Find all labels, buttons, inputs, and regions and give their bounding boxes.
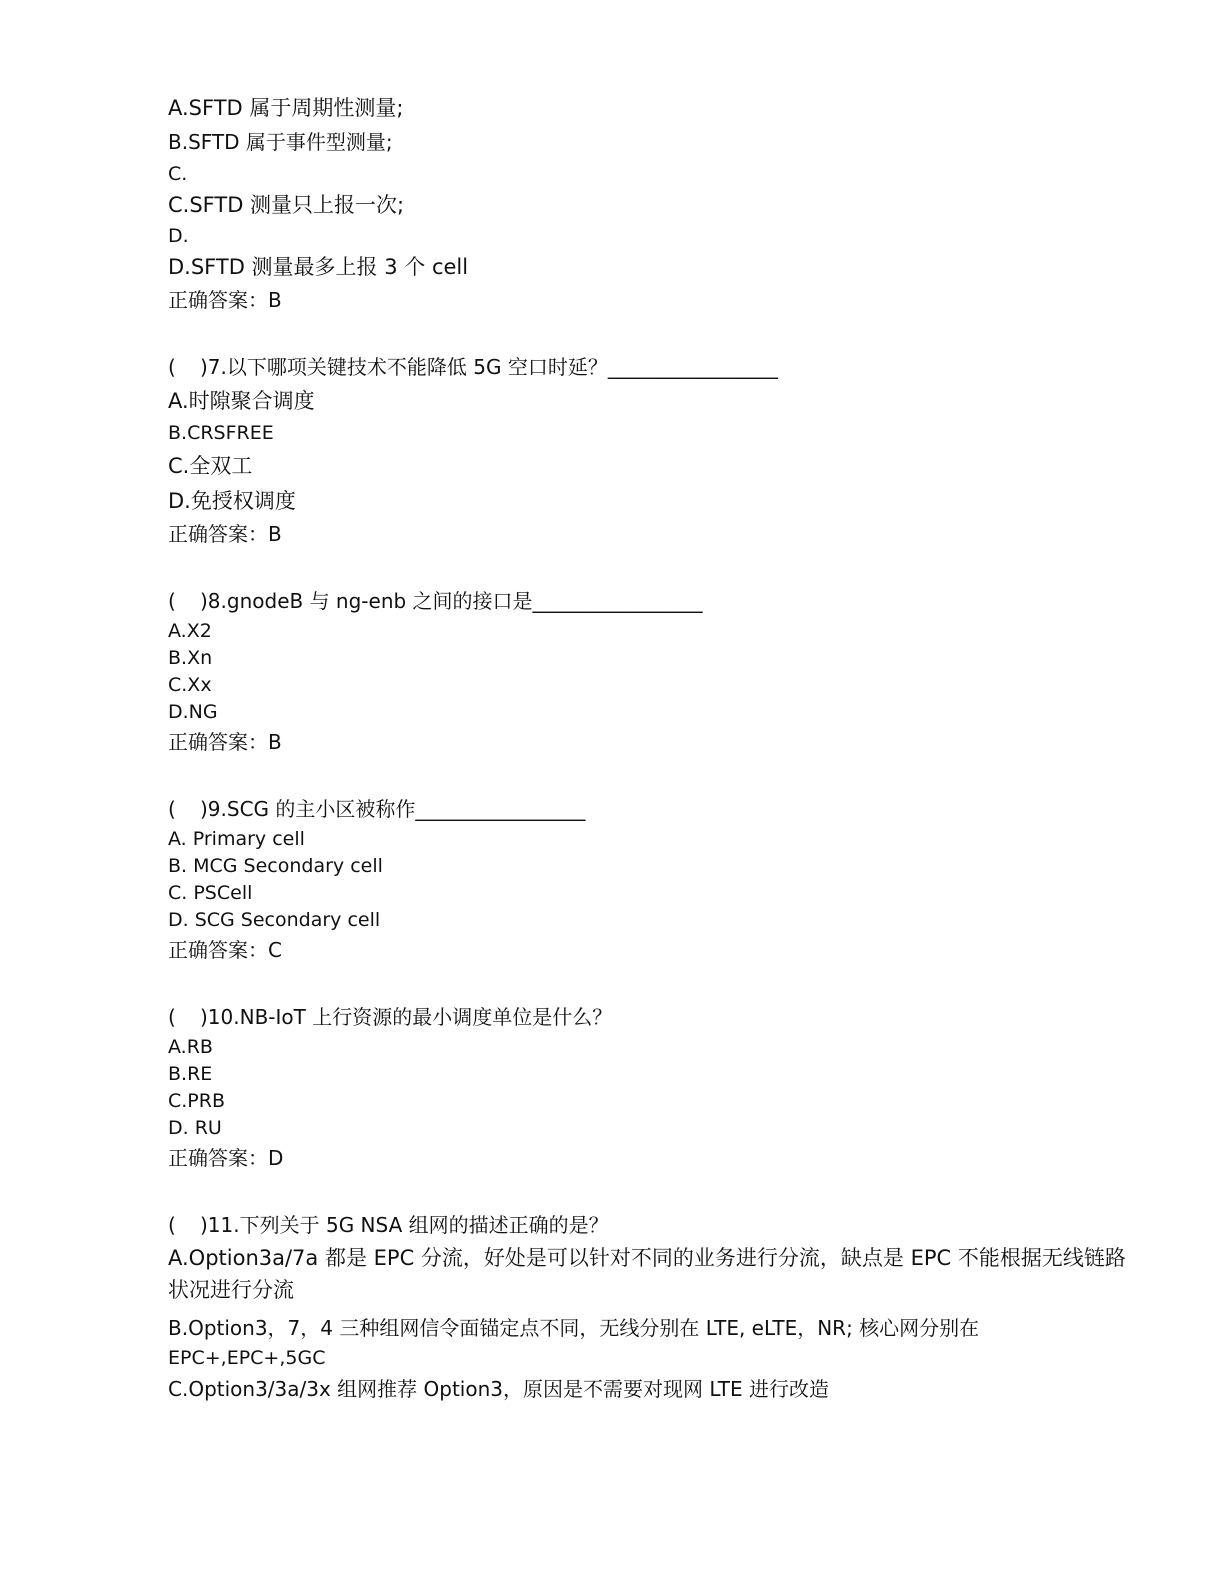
answer-8: 正确答案：B xyxy=(168,730,282,754)
q9-option-d: D. SCG Secondary cell xyxy=(168,909,381,931)
question-10-text xyxy=(168,1000,1128,1034)
q11-option-c: C.Option3/3a/3x 组网推荐 Option3，原因是不需要对现网 LTE 进行改造 xyxy=(168,1377,829,1401)
option-c: C.SFTD 测量只上报一次; xyxy=(168,193,405,217)
q9-option-c: C. PSCell xyxy=(168,882,253,904)
answer-10: 正确答案：D xyxy=(168,1146,284,1170)
question-8-text xyxy=(168,584,1128,618)
q10-option-d: D. RU xyxy=(168,1117,222,1139)
q8-option-b: B.Xn xyxy=(168,647,213,669)
option-a: A.SFTD 属于周期性测量; xyxy=(168,96,404,120)
q9-option-b: B. MCG Secondary cell xyxy=(168,855,383,877)
option-d-empty: D. xyxy=(168,225,189,247)
q8-option-d: D.NG xyxy=(168,701,218,723)
question-11-text xyxy=(168,1208,1128,1242)
q10-option-c: C.PRB xyxy=(168,1090,225,1112)
answer-6: 正确答案：B xyxy=(168,288,282,312)
answer-7: 正确答案：B xyxy=(168,522,282,546)
question-11-paren: ( xyxy=(168,1213,176,1237)
question-8 xyxy=(168,584,1128,758)
question-11 xyxy=(168,1208,1128,1406)
question-10 xyxy=(168,1000,1128,1174)
option-c-empty: C. xyxy=(168,163,188,185)
question-9-text xyxy=(168,792,1128,826)
question-10-stem: )10.NB-IoT 上行资源的最小调度单位是什么？ xyxy=(200,1005,613,1029)
question-7 xyxy=(168,350,1128,550)
question-11-stem: )11.下列关于 5G NSA 组网的描述正确的是？ xyxy=(200,1213,609,1237)
q11-option-b: B.Option3，7，4 三种组网信令面锚定点不同，无线分别在 LTE, eLTE，NR; 核心网分别在 xyxy=(168,1316,980,1340)
q7-option-a: A.时隙聚合调度 xyxy=(168,389,315,413)
question-10-paren: ( xyxy=(168,1005,176,1029)
q10-option-a: A.RB xyxy=(168,1036,213,1058)
q7-option-c: C.全双工 xyxy=(168,454,253,478)
question-8-paren: ( xyxy=(168,589,176,613)
answer-9: 正确答案：C xyxy=(168,938,282,962)
q8-option-a: A.X2 xyxy=(168,620,212,642)
q8-option-c: C.Xx xyxy=(168,674,212,696)
question-7-stem: )7.以下哪项关键技术不能降低 5G 空口时延？_________________ xyxy=(200,355,778,379)
option-b: B.SFTD 属于事件型测量; xyxy=(168,130,393,154)
q9-option-a: A. Primary cell xyxy=(168,828,305,850)
q7-option-d: D.免授权调度 xyxy=(168,489,296,513)
option-d: D.SFTD 测量最多上报 3 个 cell xyxy=(168,255,469,279)
question-6-options xyxy=(168,92,1128,316)
question-8-stem: )8.gnodeB 与 ng-enb 之间的接口是_________________ xyxy=(200,589,703,613)
question-9 xyxy=(168,792,1128,966)
q11-option-b-cont: EPC+,EPC+,5GC xyxy=(168,1347,326,1369)
q11-option-a: A.Option3a/7a 都是 EPC 分流，好处是可以针对不同的业务进行分流，缺点是 EPC 不能根据无线链路状况进行分流 xyxy=(168,1246,1126,1302)
document-page xyxy=(168,92,1128,1406)
q10-option-b: B.RE xyxy=(168,1063,213,1085)
question-9-stem: )9.SCG 的主小区被称作_________________ xyxy=(200,797,586,821)
question-7-paren: ( xyxy=(168,355,176,379)
question-9-paren: ( xyxy=(168,797,176,821)
q7-option-b: B.CRSFREE xyxy=(168,422,274,444)
question-7-text xyxy=(168,350,1128,384)
